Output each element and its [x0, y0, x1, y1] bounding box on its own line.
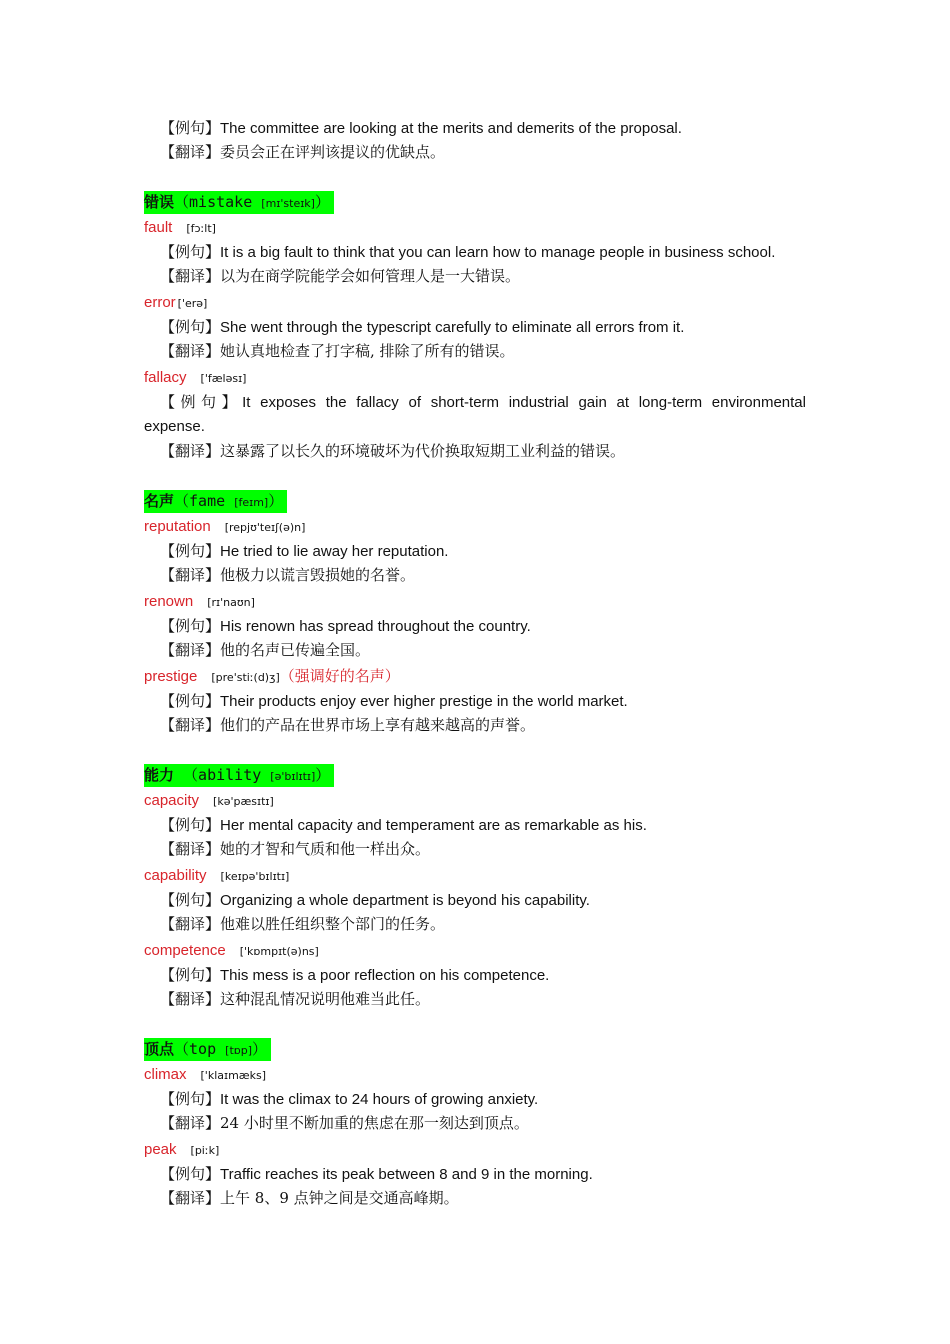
translation-line: 【翻译】她认真地检查了打字稿, 排除了所有的错误。: [160, 342, 515, 360]
example-line: 【例句】Her mental capacity and temperament are as remarkable as his.: [160, 816, 647, 834]
section-heading: 能力 （ability [ə'bɪlɪtɪ]）: [144, 764, 334, 787]
word-entry: [144, 1138, 219, 1162]
example-line: 【例句】It exposes the fallacy of short-term industrial gain at long-term environmental: [160, 393, 806, 411]
headword: capability: [144, 867, 207, 884]
section-heading: 错误（mistake [mɪ'steɪk]）: [144, 191, 334, 214]
example-line: 【例句】Their products enjoy ever higher prestige in the world market.: [160, 692, 628, 710]
phonetic: ['kɒmpɪt(ə)ns]: [239, 945, 319, 958]
word-entry: [144, 789, 274, 813]
example-line-continued: expense.: [144, 418, 205, 435]
word-entry: [144, 665, 400, 689]
translation-line: [160, 141, 445, 163]
translation-line: 【翻译】这暴露了以长久的环境破坏为代价换取短期工业利益的错误。: [160, 442, 626, 460]
headword: climax: [144, 1066, 187, 1083]
example-text: The committee are looking at the merits and demerits of the proposal.: [220, 120, 682, 137]
translation-line: 【翻译】以为在商学院能学会如何管理人是一大错误。: [160, 267, 521, 285]
word-entry: [144, 216, 216, 240]
headword: competence: [144, 942, 226, 959]
phonetic: [keɪpə'bɪlɪtɪ]: [220, 870, 290, 883]
translation-line: 【翻译】他们的产品在世界市场上享有越来越高的声誉。: [160, 716, 536, 734]
phonetic: [fɔːlt]: [186, 222, 216, 235]
phonetic: [repjʊ'teɪʃ(ə)n]: [224, 521, 306, 534]
example-line: 【例句】It was the climax to 24 hours of growing anxiety.: [160, 1090, 539, 1108]
section-heading: 顶点（top [tɒp]）: [144, 1038, 271, 1061]
headword: peak: [144, 1141, 177, 1158]
translation-label: 【翻译】: [160, 143, 221, 161]
headword: prestige: [144, 668, 198, 685]
translation-line: 【翻译】她的才智和气质和他一样出众。: [160, 840, 431, 858]
phonetic: [rɪ'naʊn]: [207, 596, 255, 609]
translation-line: 【翻译】他难以胜任组织整个部门的任务。: [160, 915, 446, 933]
phonetic: [kə'pæsɪtɪ]: [213, 795, 274, 808]
word-entry: [144, 515, 305, 539]
phonetic: [piːk]: [190, 1144, 220, 1157]
translation-line: 【翻译】24 小时里不断加重的焦虑在那一刻达到顶点。: [160, 1114, 529, 1132]
example-line: 【例句】It is a big fault to think that you can learn how to manage people in business school.: [160, 243, 776, 261]
example-line: 【例句】She went through the typescript carefully to eliminate all errors from it.: [160, 318, 685, 336]
headword: renown: [144, 593, 194, 610]
headword: fault: [144, 219, 173, 236]
translation-line: 【翻译】他的名声已传遍全国。: [160, 641, 371, 659]
example-line: 【例句】This mess is a poor reflection on his competence.: [160, 966, 550, 984]
headword: capacity: [144, 792, 200, 809]
example-label: 【例句】: [160, 119, 221, 137]
word-entry: [144, 366, 246, 390]
section-heading: 名声（fame [feɪm]）: [144, 490, 287, 513]
phonetic: [pre'stiː(d)ʒ]: [211, 671, 280, 684]
phonetic: ['erə]: [177, 297, 208, 310]
example-line: 【例句】His renown has spread throughout the country.: [160, 617, 531, 635]
headword: reputation: [144, 518, 211, 535]
translation-line: 【翻译】上午 8、9 点钟之间是交通高峰期。: [160, 1189, 459, 1207]
translation-line: 【翻译】这种混乱情况说明他难当此任。: [160, 990, 431, 1008]
usage-note: （强调好的名声）: [279, 667, 400, 685]
word-entry: [144, 864, 289, 888]
headword: fallacy: [144, 369, 187, 386]
example-line: 【例句】Traffic reaches its peak between 8 and 9 in the morning.: [160, 1165, 593, 1183]
word-entry: [144, 1063, 266, 1087]
translation-text: 委员会正在评判该提议的优缺点。: [220, 143, 446, 161]
word-entry: [144, 590, 255, 614]
word-entry: [144, 291, 207, 315]
example-line: [160, 117, 682, 140]
phonetic: ['fæləsɪ]: [200, 372, 247, 385]
headword: error: [144, 294, 176, 311]
translation-line: 【翻译】他极力以谎言毁损她的名誉。: [160, 566, 416, 584]
example-line: 【例句】He tried to lie away her reputation.: [160, 542, 449, 560]
example-line: 【例句】Organizing a whole department is beyond his capability.: [160, 891, 590, 909]
phonetic: ['klaɪmæks]: [200, 1069, 266, 1082]
word-entry: [144, 939, 319, 963]
